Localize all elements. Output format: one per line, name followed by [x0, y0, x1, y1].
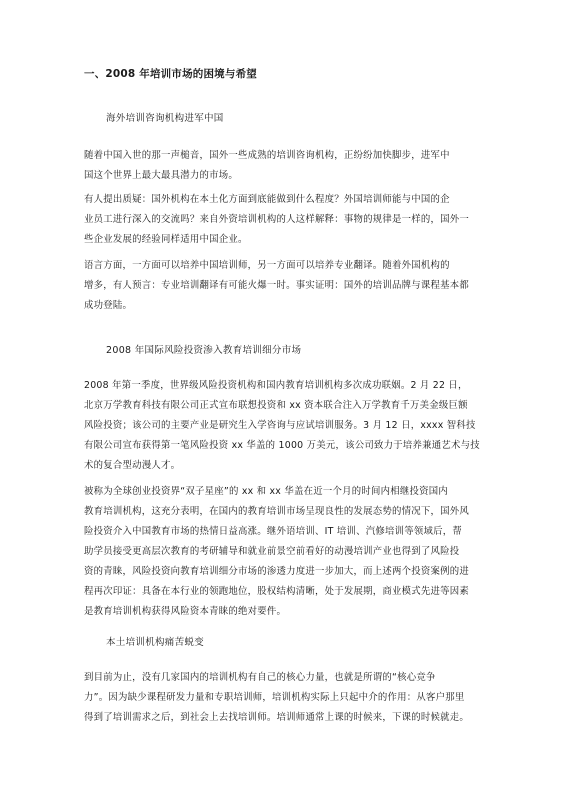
paragraph-line: 国这个世界上最大最具潜力的市场。 [84, 170, 239, 181]
paragraph-line: 业员工进行深入的交流吗？来自外资培训机构的人这样解释：事物的规律是一样的，国外一 [84, 214, 470, 225]
paragraph-line: 些企业发展的经验同样适用中国企业。 [84, 234, 248, 245]
paragraph-5 [84, 482, 484, 622]
paragraph-line: 随着中国入世的那一声槌音，国外一些成熟的培训咨询机构，正纷纷加快脚步，进军中 [84, 150, 450, 161]
paragraph-line: 得到了培训需求之后，到社会上去找培训师。培训师通常上课的时候来，下课的时候就走。 [84, 712, 470, 723]
paragraph-3 [84, 256, 484, 316]
subsection-title-local-institutions: 本土培训机构痛苦蜕变 [106, 637, 205, 648]
paragraph-line: 程再次印证：具备在本行业的领跑地位，股权结构清晰，处于发展期，商业模式先进等因素 [84, 586, 470, 597]
paragraph-line: 有人提出质疑：国外机构在本土化方面到底能做到什么程度？外国培训师能与中国的企 [84, 194, 450, 205]
paragraph-line: 到目前为止，没有几家国内的培训机构有自己的核心力量，也就是所谓的“核心竞争 [84, 672, 436, 683]
paragraph-line: 教育培训机构，这充分表明，在国内的教育培训市场呈现良性的发展态势的情况下，国外风 [84, 506, 470, 517]
paragraph-line: 险投资介入中国教育市场的热情日益高涨。继外语培训、IT 培训、汽修培训等领域后，帮 [84, 526, 462, 537]
paragraph-line: 资的青睐，风险投资向教育培训细分市场的渗透力度进一步加大，而上述两个投资案例的进 [84, 566, 470, 577]
paragraph-line: 力”。因为缺少课程研发力量和专职培训师，培训机构实际上只起中介的作用：从客户那里 [84, 692, 465, 703]
paragraph-line: 2008 年第一季度，世界级风险投资机构和国内教育培训机构多次成功联姻。2 月 22 日， [84, 380, 468, 391]
subsection-title-overseas: 海外培训咨询机构进军中国 [106, 113, 224, 124]
paragraph-line: 有限公司宣布获得第一笔风险投资 xx 华盖的 1000 万美元，该公司致力于培养兼通艺术与技 [84, 440, 480, 451]
paragraph-2 [84, 190, 484, 250]
section-title: 一、2008 年培训市场的困境与希望 [84, 68, 257, 80]
paragraph-line: 助学员接受更高层次教育的考研辅导和就业前景空前看好的动漫培训产业也得到了风险投 [84, 546, 460, 557]
paragraph-line: 术的复合型动漫人才。 [84, 460, 181, 471]
paragraph-line: 是教育培训机构获得风险资本青睐的绝对要件。 [84, 606, 287, 617]
subsection-title-venture-capital: 2008 年国际风险投资渗入教育培训细分市场 [106, 345, 302, 356]
paragraph-1 [84, 146, 484, 186]
paragraph-line: 被称为全球创业投资界“双子星座”的 xx 和 xx 华盖在近一个月的时间内相继投资国内 [84, 486, 448, 497]
paragraph-line: 增多，有人预言：专业培训翻译有可能火爆一时。事实证明：国外的培训品牌与课程基本都 [84, 280, 470, 291]
paragraph-6 [84, 668, 484, 728]
paragraph-line: 语言方面，一方面可以培养中国培训师，另一方面可以培养专业翻译。随着外国机构的 [84, 260, 450, 271]
paragraph-line: 北京万学教育科技有限公司正式宣布联想投资和 xx 资本联合注入万学教育千万美金级巨额 [84, 400, 468, 411]
paragraph-4 [84, 376, 484, 476]
paragraph-line: 成功登陆。 [84, 300, 133, 311]
paragraph-line: 风险投资；该公司的主要产业是研究生入学咨询与应试培训服务。3 月 12 日，xxxx 智科技 [84, 420, 476, 431]
